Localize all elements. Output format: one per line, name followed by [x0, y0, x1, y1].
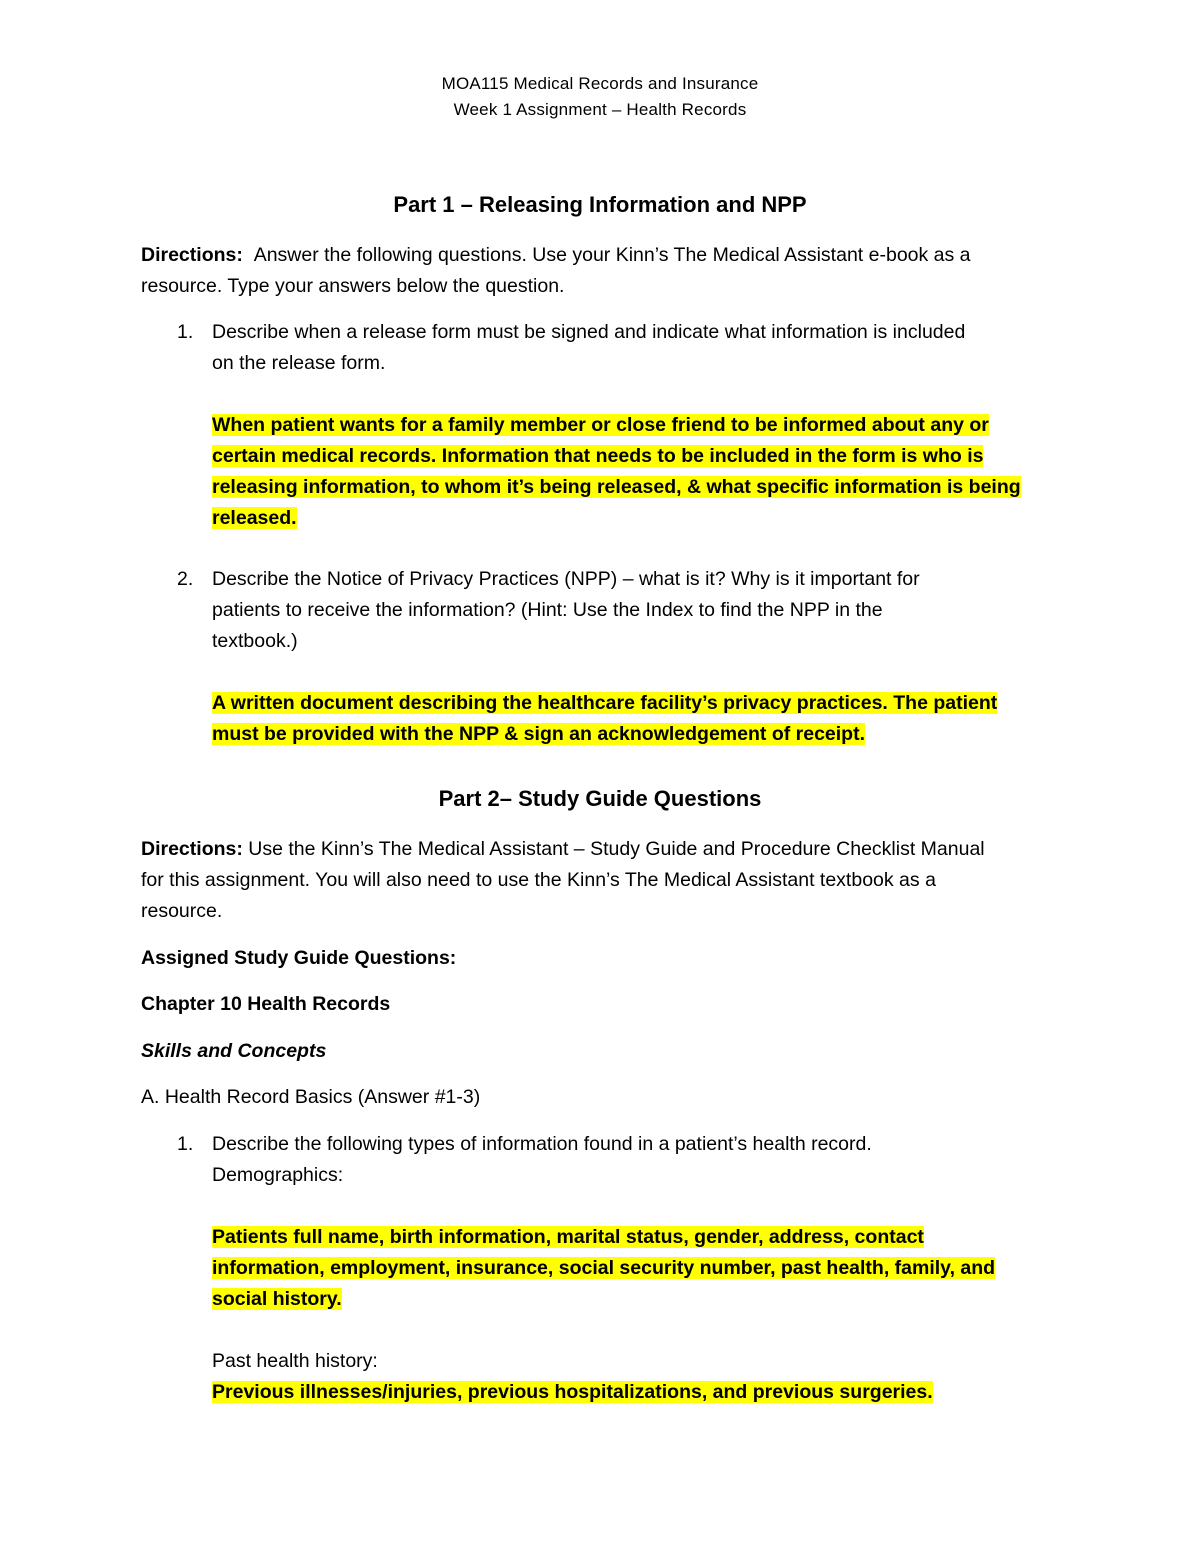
answer-line: released. [212, 507, 297, 529]
question-line: Describe when a release form must be signed and indicate what information is included [212, 321, 966, 343]
answer-line: Patients full name, birth information, marital status, gender, address, contact [212, 1226, 924, 1248]
answer-line: social history. [212, 1288, 342, 1310]
past-health-label: Past health history: [212, 1350, 378, 1372]
skills-heading: Skills and Concepts [141, 1040, 327, 1062]
part1-q1-answer [212, 410, 1021, 534]
part2-directions-text-3: resource. [141, 900, 223, 922]
part2-directions [141, 834, 985, 865]
answer-line: certain medical records. Information that needs to be included in the form is who is [212, 445, 984, 467]
answer-line: information, employment, insurance, social security number, past health, family, and [212, 1257, 996, 1279]
part2-directions-text-1: Use the Kinn’s The Medical Assistant – Study Guide and Procedure Checklist Manual [248, 838, 985, 860]
part1-q2-number: 2. [177, 568, 194, 590]
question-line: patients to receive the information? (Hint: Use the Index to find the NPP in the [212, 599, 883, 621]
course-title: MOA115 Medical Records and Insurance [441, 74, 759, 93]
answer-line: Previous illnesses/injuries, previous hospitalizations, and previous surgeries. [212, 1381, 933, 1403]
part1-directions [141, 240, 971, 271]
past-health-answer [212, 1377, 933, 1408]
part1-title: Part 1 – Releasing Information and NPP [393, 192, 807, 217]
answer-line: must be provided with the NPP & sign an acknowledgement of receipt. [212, 723, 866, 745]
assigned-questions-heading: Assigned Study Guide Questions: [141, 947, 457, 969]
question-line: Demographics: [212, 1164, 344, 1186]
part1-q2-question [212, 564, 920, 657]
part1-q1-number: 1. [177, 321, 194, 343]
part1-q1-question [212, 317, 965, 379]
question-line: on the release form. [212, 352, 386, 374]
question-line: textbook.) [212, 630, 298, 652]
part2-q1-demographics-answer [212, 1222, 995, 1315]
part2-directions-text-2: for this assignment. You will also need to use the Kinn’s The Medical Assistant textbook as a [141, 869, 936, 891]
question-line: Describe the Notice of Privacy Practices (NPP) – what is it? Why is it important for [212, 568, 920, 590]
chapter-heading: Chapter 10 Health Records [141, 993, 391, 1015]
part2-q1-question [212, 1129, 872, 1191]
part2-title: Part 2– Study Guide Questions [438, 786, 762, 811]
part1-directions-label: Directions: [141, 244, 243, 266]
part1-directions-text-1: Answer the following questions. Use your Kinn’s The Medical Assistant e-book as a [253, 244, 971, 266]
part1-directions-text-2: resource. Type your answers below the question. [141, 275, 565, 297]
answer-line: A written document describing the healthcare facility’s privacy practices. The patient [212, 692, 998, 714]
assignment-title: Week 1 Assignment – Health Records [453, 100, 747, 119]
section-a-heading: A. Health Record Basics (Answer #1-3) [141, 1086, 481, 1108]
question-line: Describe the following types of information found in a patient’s health record. [212, 1133, 872, 1155]
part2-directions-label: Directions: [141, 838, 249, 860]
answer-line: releasing information, to whom it’s being released, & what specific information is being [212, 476, 1021, 498]
answer-line: When patient wants for a family member or close friend to be informed about any or [212, 414, 989, 436]
part1-q2-answer [212, 688, 997, 750]
part2-q1-number: 1. [177, 1133, 194, 1155]
